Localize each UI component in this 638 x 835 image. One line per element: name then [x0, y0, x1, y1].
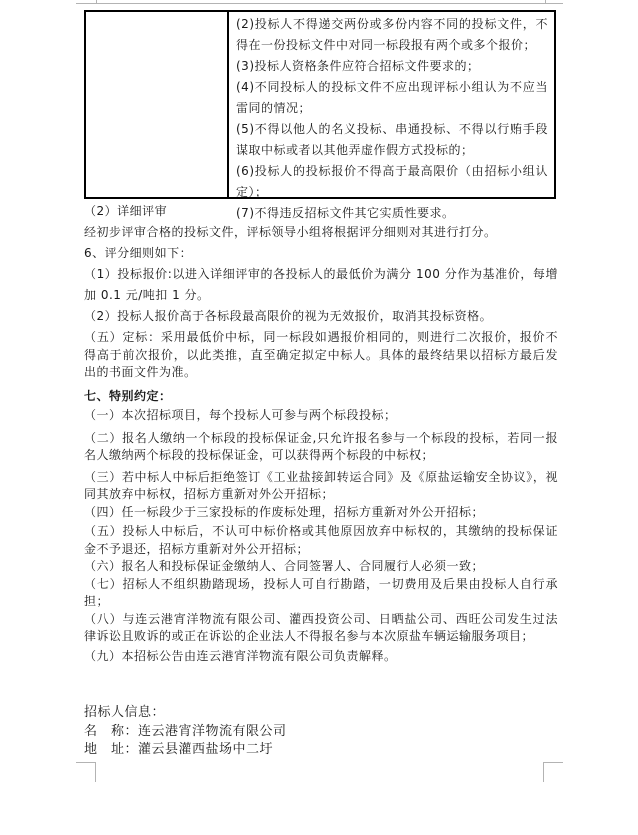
special-provisions-heading: 七、特别约定： [84, 388, 172, 403]
crop-mark-top-left [96, 0, 97, 4]
special-item-7: （七）招标人不组织勘踏现场，投标人可自行勘踏，一切费用及后果由投标人自行承担； [84, 576, 558, 608]
document-body [84, 201, 558, 665]
special-item-9: （九）本招标公告由连云港宵洋物流有限公司负责解释。 [84, 648, 397, 663]
detailed-review-heading: （2）详细评审 [84, 204, 168, 218]
special-item-1: （一）本次招标项目，每个投标人可参与两个标段投标； [84, 408, 397, 422]
top-text-boundary-line [76, 3, 563, 4]
special-item-5: （五）投标人中标后，不认可中标价格或其他原因放弃中标权的，其缴纳的投标保证金不予退还，招标方重新对外公开招标； [84, 524, 558, 556]
special-item-8: （八）与连云港宵洋物流有限公司、灌西投资公司、日晒盐公司、西旺公司发生过法律诉讼且败诉的或正在诉讼的企业法人不得报名参与本次原盐车辆运输服务项目； [84, 611, 558, 643]
bidder-name: 名 称：连云港宵洋物流有限公司 [84, 723, 287, 739]
crop-mark-bottom-left-h [76, 762, 96, 763]
scoring-rule-1: （1）投标报价:以进入详细评审的各投标人的最低价为满分 100 分作为基准价，每增加 0.1 元/吨扣 1 分。 [84, 267, 558, 302]
special-item-2: （二）报名人缴纳一个标段的投标保证金,只允许报名参与一个标段的投标，若同一报名人缴纳两个标段的投标保证金，可以获得两个标段的中标权； [84, 430, 558, 462]
rule-item: (3)投标人资格条件应符合招标文件要求的； [236, 59, 480, 73]
crop-mark-bottom-right-v [543, 762, 544, 782]
special-item-6: （六）报名人和投标保证金缴纳人、合同签署人、合同履行人必须一致； [84, 559, 485, 573]
special-item-3: （三）若中标人中标后拒绝签订《工业盐接卸转运合同》及《原盐运输安全协议》，视同其放弃中标权，招标方重新对外公开招标； [84, 469, 558, 501]
table-cell-rules [229, 12, 554, 220]
scoring-rule-2: （2）投标人报价高于各标段最高限价的视为无效报价，取消其投标资格。 [84, 309, 493, 323]
bidder-info-block [84, 704, 558, 760]
rule-item: (4)不同投标人的投标文件不应出现评标小组认为不应当雷同的情况； [236, 80, 548, 115]
special-item-4: （四）任一标段少于三家投标的作废标处理，招标方重新对外公开招标； [84, 504, 485, 519]
table-cell-empty [86, 12, 229, 197]
crop-mark-bottom-right-h [543, 762, 563, 763]
crop-mark-bottom-left-v [95, 762, 96, 782]
rule-item: (5)不得以他人的名义投标、串通投标、不得以行贿手段谋取中标或者以其他弄虚作假方式投标的； [236, 122, 548, 157]
scoring-rules-heading: 6、评分细则如下： [84, 246, 193, 260]
bidder-address: 地 址：灌云县灌西盐场中二圩 [84, 742, 274, 757]
detailed-review-desc: 经初步评审合格的投标文件，评标领导小组将根据评分细则对其进行打分。 [84, 225, 497, 239]
award-clause: （五）定标：采用最低价中标，同一标段如遇报价相同的，则进行二次报价，报价不得高于前次报价，以此类推，直至确定拟定中标人。具体的最终结果以招标方最后发出的书面文件为准。 [84, 330, 558, 379]
rule-item: (6)投标人的投标报价不得高于最高限价（由招标小组认定）； [236, 164, 548, 199]
crop-mark-top-right [545, 0, 546, 4]
rule-item: (7)不得违反招标文件其它实质性要求。 [236, 206, 455, 220]
bidder-info-heading: 招标人信息： [84, 705, 166, 720]
rule-item: (2)投标人不得递交两份或多份内容不同的投标文件，不得在一份投标文件中对同一标段报有两个或多个报价； [236, 17, 548, 52]
